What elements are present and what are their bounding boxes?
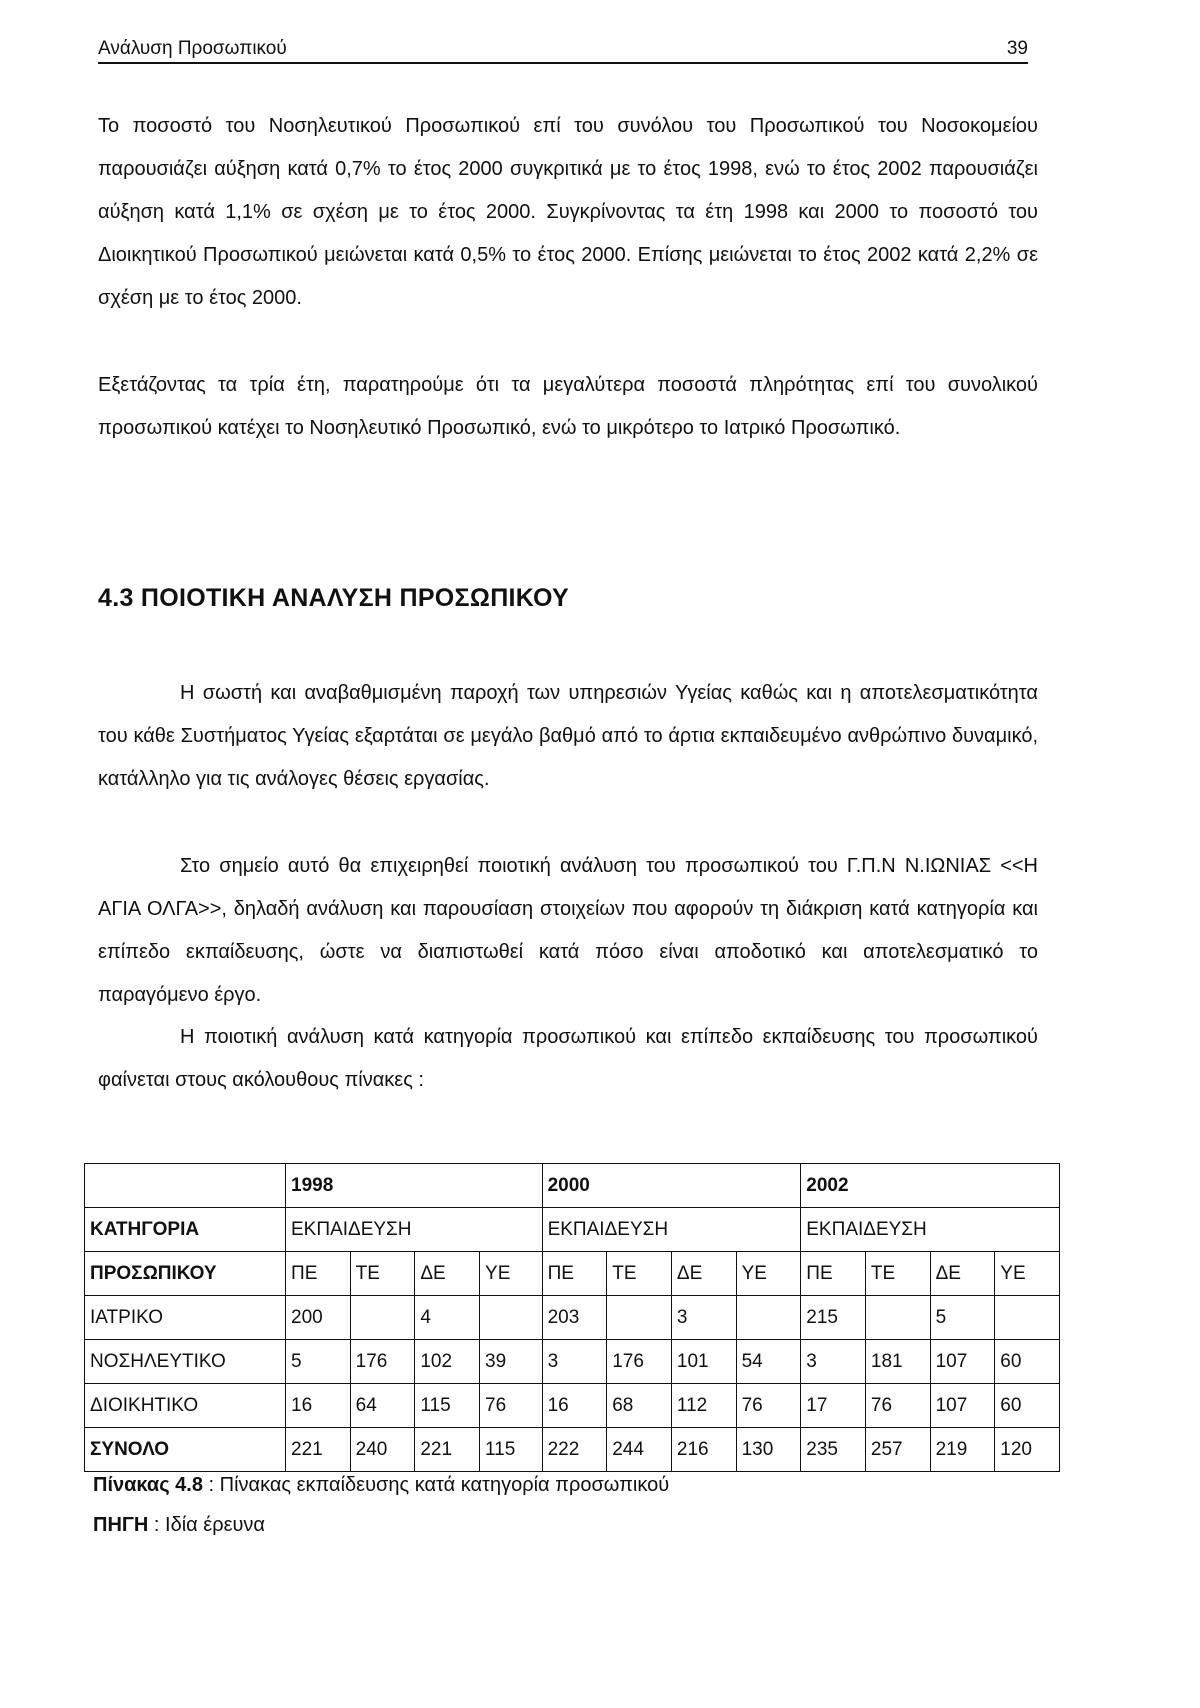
education-header: ΕΚΠΑΙΔΕΥΣΗ <box>286 1208 543 1252</box>
source-label: ΠΗΓΗ <box>93 1514 149 1536</box>
level-header: ΤΕ <box>350 1252 415 1296</box>
table-cell: 102 <box>415 1340 480 1384</box>
table-cell: 3 <box>671 1296 736 1340</box>
table-cell: 222 <box>542 1428 607 1472</box>
table-cell: 60 <box>995 1340 1060 1384</box>
table-cell: 3 <box>542 1340 607 1384</box>
page-number: 39 <box>1006 38 1028 59</box>
table-cell: 64 <box>350 1384 415 1428</box>
table-cell: 76 <box>736 1384 801 1428</box>
table-cell: 176 <box>607 1340 672 1384</box>
table-cell: 235 <box>801 1428 866 1472</box>
table-cell: 115 <box>480 1428 543 1472</box>
table-cell <box>480 1296 543 1340</box>
table-cell: 17 <box>801 1384 866 1428</box>
table-corner-cell <box>85 1164 286 1208</box>
level-header: ΥΕ <box>995 1252 1060 1296</box>
table-cell: 68 <box>607 1384 672 1428</box>
table-row <box>85 1296 1060 1340</box>
table-cell: 60 <box>995 1384 1060 1428</box>
source-text: : Ιδία έρευνα <box>148 1514 265 1536</box>
row-category: ΝΟΣΗΛΕΥΤΙΚΟ <box>85 1340 286 1384</box>
table-level-row <box>85 1252 1060 1296</box>
table-cell: 240 <box>350 1428 415 1472</box>
source-line <box>93 1505 669 1545</box>
table-cell: 216 <box>671 1428 736 1472</box>
table-cell: 115 <box>415 1384 480 1428</box>
table-cell: 16 <box>542 1384 607 1428</box>
year-header: 2002 <box>801 1164 1060 1208</box>
row-category: ΔΙΟΙΚΗΤΙΚΟ <box>85 1384 286 1428</box>
row-category: ΣΥΝΟΛΟ <box>85 1428 286 1472</box>
caption-line <box>93 1465 669 1505</box>
table-cell: 76 <box>480 1384 543 1428</box>
table-cell <box>350 1296 415 1340</box>
table-row <box>85 1340 1060 1384</box>
table-education-row <box>85 1208 1060 1252</box>
table-cell <box>736 1296 801 1340</box>
table-cell: 221 <box>415 1428 480 1472</box>
table-cell: 101 <box>671 1340 736 1384</box>
paragraph-1: Το ποσοστό του Νοσηλευτικού Προσωπικού επί του συνόλου του Προσωπικού του Νοσοκομείου παρουσιάζει αύξηση κατά 0,7% το έτος 2000 συγκριτικά με το έτος 1998, ενώ το έτος 2002 παρουσιάζει αύξηση κατά 1,1% σε σχέση με το έτος 2000. Συγκρίνοντας τα έτη 1998 και 2000 το ποσοστό του Διοικητικού Προσωπικού μειώνεται κατά 0,5% το έτος 2000. Επίσης μειώνεται το έτος 2002 κατά 2,2% σε σχέση με το έτος 2000. <box>98 115 1038 309</box>
table-cell: 181 <box>865 1340 930 1384</box>
table-cell: 219 <box>930 1428 995 1472</box>
table-cell: 5 <box>930 1296 995 1340</box>
table-cell: 257 <box>865 1428 930 1472</box>
table-cell: 203 <box>542 1296 607 1340</box>
table-cell: 5 <box>286 1340 351 1384</box>
header-title: Ανάλυση Προσωπικού <box>98 38 287 59</box>
section-heading: 4.3 ΠΟΙΟΤΙΚΗ ΑΝΑΛΥΣΗ ΠΡΟΣΩΠΙΚΟΥ <box>98 584 570 612</box>
row-category: ΙΑΤΡΙΚΟ <box>85 1296 286 1340</box>
table-cell: 4 <box>415 1296 480 1340</box>
education-header: ΕΚΠΑΙΔΕΥΣΗ <box>542 1208 801 1252</box>
table-cell: 107 <box>930 1340 995 1384</box>
paragraph-2: Εξετάζοντας τα τρία έτη, παρατηρούμε ότι τα μεγαλύτερα ποσοστά πληρότητας επί του συνολικού προσωπικού κατέχει το Νοσηλευτικό Προσωπικό, ενώ το μικρότερο το Ιατρικό Προσωπικό. <box>98 374 1038 439</box>
table-body <box>85 1296 1060 1472</box>
table-cell: 54 <box>736 1340 801 1384</box>
table-cell: 244 <box>607 1428 672 1472</box>
category-header-2: ΠΡΟΣΩΠΙΚΟΥ <box>85 1252 286 1296</box>
level-header: ΔΕ <box>415 1252 480 1296</box>
level-header: ΠΕ <box>542 1252 607 1296</box>
level-header: ΠΕ <box>801 1252 866 1296</box>
table-cell: 221 <box>286 1428 351 1472</box>
table-year-row <box>85 1164 1060 1208</box>
table-caption <box>93 1465 669 1545</box>
table-cell: 215 <box>801 1296 866 1340</box>
table-cell: 112 <box>671 1384 736 1428</box>
level-header: ΤΕ <box>865 1252 930 1296</box>
caption-text: : Πίνακας εκπαίδευσης κατά κατηγορία προσωπικού <box>202 1474 670 1496</box>
level-header: ΔΕ <box>930 1252 995 1296</box>
table-cell: 39 <box>480 1340 543 1384</box>
paragraph-4: Στο σημείο αυτό θα επιχειρηθεί ποιοτική ανάλυση του προσωπικού του Γ.Π.Ν Ν.ΙΩΝΙΑΣ <<Η ΑΓΙΑ ΟΛΓΑ>>, δηλαδή ανάλυση και παρουσίαση στοιχείων που αφορούν τη διάκριση κατά κατηγορία και επίπεδο εκπαίδευσης, ώστε να διαπιστωθεί κατά πόσο είναι αποδοτικό και αποτελεσματικό το παραγόμενο έργο. <box>98 855 1038 1006</box>
education-table <box>84 1163 1060 1472</box>
year-header: 2000 <box>542 1164 801 1208</box>
table-cell: 176 <box>350 1340 415 1384</box>
table-cell: 76 <box>865 1384 930 1428</box>
education-header: ΕΚΠΑΙΔΕΥΣΗ <box>801 1208 1060 1252</box>
table-cell: 3 <box>801 1340 866 1384</box>
table-cell: 16 <box>286 1384 351 1428</box>
caption-label: Πίνακας 4.8 <box>93 1474 203 1496</box>
table-cell <box>865 1296 930 1340</box>
paragraph-3: Η σωστή και αναβαθμισμένη παροχή των υπηρεσιών Υγείας καθώς και η αποτελεσματικότητα του κάθε Συστήματος Υγείας εξαρτάται σε μεγάλο βαθμό από το άρτια εκπαιδευμένο ανθρώπινο δυναμικό, κατάλληλο για τις ανάλογες θέσεις εργασίας. <box>98 682 1038 790</box>
table-cell <box>995 1296 1060 1340</box>
table-cell: 120 <box>995 1428 1060 1472</box>
level-header: ΠΕ <box>286 1252 351 1296</box>
table-cell: 107 <box>930 1384 995 1428</box>
table-cell <box>607 1296 672 1340</box>
year-header: 1998 <box>286 1164 543 1208</box>
category-header-1: ΚΑΤΗΓΟΡΙΑ <box>85 1208 286 1252</box>
level-header: ΔΕ <box>671 1252 736 1296</box>
table-cell: 130 <box>736 1428 801 1472</box>
level-header: ΥΕ <box>480 1252 543 1296</box>
paragraph-5: Η ποιοτική ανάλυση κατά κατηγορία προσωπικού και επίπεδο εκπαίδευσης του προσωπικού φαίνεται στους ακόλουθους πίνακες : <box>98 1026 1038 1091</box>
level-header: ΤΕ <box>607 1252 672 1296</box>
table-row <box>85 1384 1060 1428</box>
running-header <box>98 38 1028 64</box>
table-cell: 200 <box>286 1296 351 1340</box>
level-header: ΥΕ <box>736 1252 801 1296</box>
